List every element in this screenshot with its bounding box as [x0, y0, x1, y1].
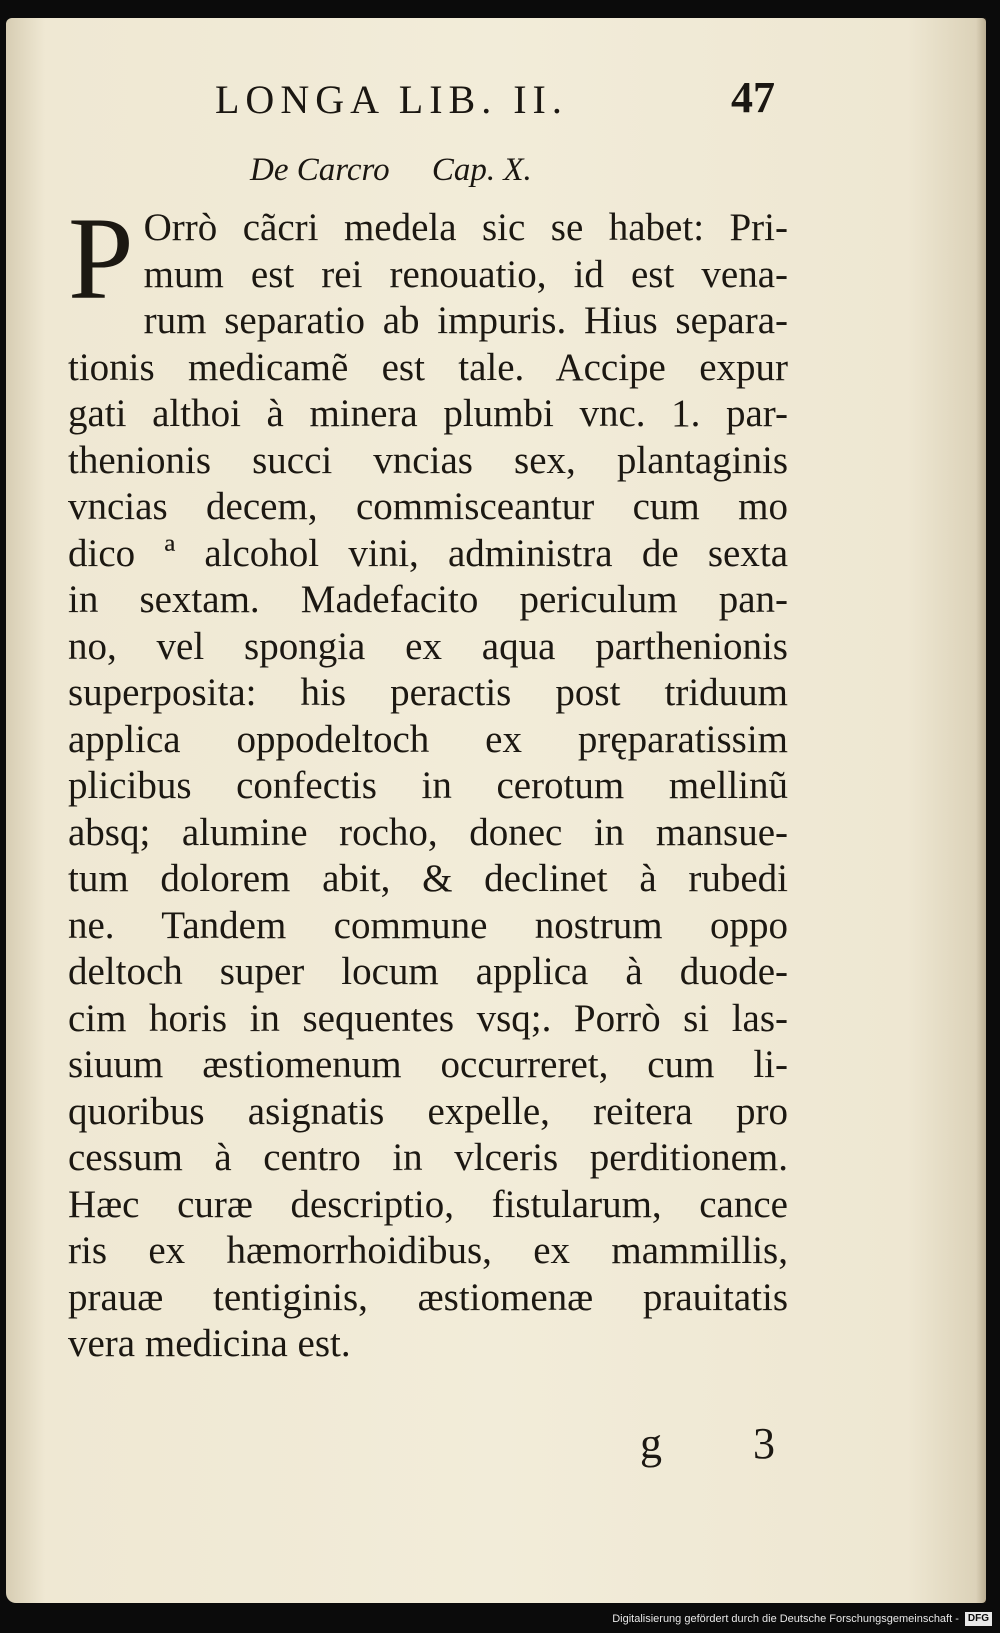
- chapter-number: Cap. X.: [431, 152, 532, 188]
- body-text: [68, 193, 788, 1368]
- dfg-logo: DFG: [965, 1612, 992, 1626]
- text-line: tum dolorem abit, & declinet à rubedi: [68, 857, 788, 900]
- chapter-title: De Carcro: [250, 152, 390, 188]
- text-line: applica oppodeltoch ex pręparatissim: [68, 717, 788, 761]
- text-line: Orrò cãcri medela sic se habet: Pri-: [143, 206, 788, 249]
- running-head: LONGA LIB. II.: [215, 77, 568, 122]
- text-line: ne. Tandem commune nostrum oppo: [68, 903, 788, 947]
- text-line: in sextam. Madefacito periculum pan-: [68, 578, 788, 621]
- text-line: prauæ tentiginis, æstiomenæ prauitatis: [68, 1275, 788, 1319]
- text-line: vncias decem, commisceantur cum mo: [68, 485, 788, 528]
- page-header: [215, 62, 775, 122]
- text-line: siuum æstiomenum occurreret, cum li-: [68, 1043, 788, 1086]
- text-line: dico ª alcohol vini, administra de sexta: [68, 531, 788, 575]
- text-line: Hæc curæ descriptio, fistularum, cance: [68, 1182, 788, 1226]
- text-line: mum est rei renouatio, id est vena-: [143, 252, 788, 296]
- drop-cap-initial: P: [68, 193, 134, 324]
- footer-credit: Digitalisierung gefördert durch die Deutsche Forschungsgemeinschaft -: [612, 1613, 959, 1625]
- text-line: plicibus confectis in cerotum mellinũ: [68, 764, 788, 807]
- text-line: no, vel spongia ex aqua parthenionis: [68, 624, 788, 668]
- digitization-footer: [612, 1611, 992, 1627]
- signature-mark: g 3: [640, 1419, 815, 1468]
- text-line: gati althoi à minera plumbi vnc. 1. par-: [68, 392, 788, 435]
- page-number: 47: [731, 73, 775, 122]
- chapter-heading: [250, 152, 566, 189]
- text-line: thenionis succi vncias sex, plantaginis: [68, 438, 788, 482]
- text-line: quoribus asignatis expelle, reitera pro: [68, 1089, 788, 1133]
- text-line: tionis medicamẽ est tale. Accipe expur: [68, 345, 788, 389]
- text-line: rum separatio ab impuris. Hius separa-: [143, 299, 788, 342]
- text-line: ris ex hæmorrhoidibus, ex mammillis,: [68, 1229, 788, 1272]
- text-line: cim horis in sequentes vsq;. Porrò si las-: [68, 996, 788, 1040]
- text-line: cessum à centro in vlceris perditionem.: [68, 1136, 788, 1179]
- text-line: deltoch super locum applica à duode-: [68, 950, 788, 993]
- text-line: vera medicina est.: [68, 1322, 351, 1365]
- text-line: superposita: his peractis post triduum: [68, 671, 788, 714]
- text-line: absq; alumine rocho, donec in mansue-: [68, 810, 788, 854]
- page-edge-shadow: [976, 18, 986, 1603]
